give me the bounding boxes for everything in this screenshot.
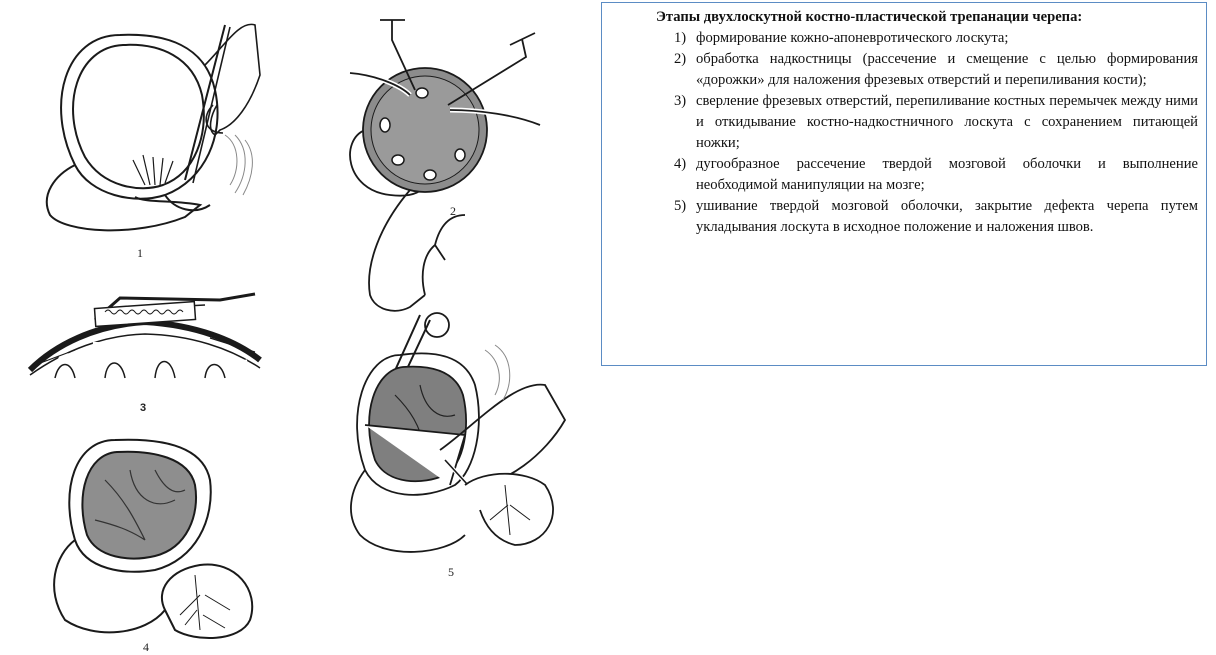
step-item — [674, 49, 1198, 91]
step-number: 3) — [674, 93, 687, 109]
step-item — [674, 91, 1198, 154]
step-number: 1) — [674, 30, 687, 46]
figure-label-3: 3 — [140, 402, 147, 414]
illustration-3-cross-section — [25, 290, 265, 380]
step-text: обработка надкостницы (рассечение и смещение с целью формирования «дорожки» для наложения фрезевых отверстий и перепиливания кости); — [696, 51, 1198, 88]
box-title: Этапы двухлоскутной костно-пластической трепанации черепа: — [656, 9, 1083, 25]
step-number: 5) — [674, 198, 687, 214]
step-text: сверление фрезевых отверстий, перепиливание костных перемычек между ними и откидывание костно-надкостничного лоскута с сохранением питающей ножки; — [696, 93, 1198, 151]
illustration-4-dura-incision — [35, 430, 270, 642]
step-text: формирование кожно-апоневротического лоскута; — [696, 30, 1009, 46]
steps-list — [608, 28, 1198, 238]
figure-label-4: 4 — [143, 640, 149, 654]
step-number: 2) — [674, 51, 687, 67]
illustration-2-burr-holes — [330, 15, 580, 205]
steps-text-box — [601, 2, 1207, 366]
step-text: дугообразное рассечение твердой мозговой оболочки и выполнение необходимой манипуляции на мозге; — [696, 156, 1198, 193]
step-item — [674, 196, 1198, 238]
step-item — [674, 154, 1198, 196]
step-number: 4) — [674, 156, 687, 172]
illustration-5-closure — [325, 185, 575, 565]
step-text: ушивание твердой мозговой оболочки, закрытие дефекта черепа путем укладывания лоскута в исходное положение и наложения швов. — [696, 198, 1198, 235]
figure-label-1: 1 — [137, 246, 143, 260]
figure-label-5: 5 — [448, 565, 454, 579]
illustration-1-skin-flap — [25, 5, 265, 240]
step-item — [674, 28, 1198, 49]
figure-label-2: 2 — [450, 204, 456, 218]
